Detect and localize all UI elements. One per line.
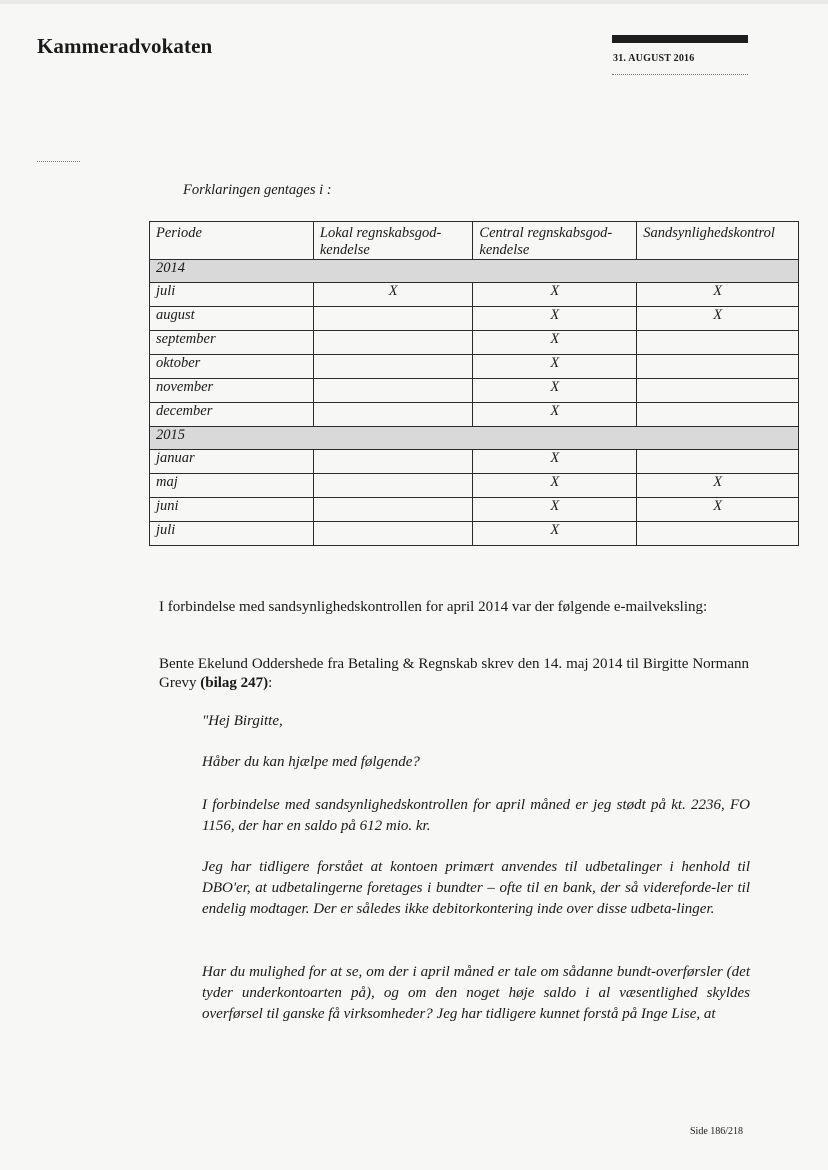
probability-control-cell — [637, 331, 799, 355]
table-row — [150, 522, 799, 546]
body-paragraph-1: I forbindelse med sandsynlighedskontrollen for april 2014 var der følgende e-mailveksling: — [159, 599, 708, 615]
quote-salutation: "Hej Birgitte, — [202, 713, 283, 729]
central-approval-cell: X — [473, 450, 637, 474]
period-cell: november — [150, 379, 314, 403]
probability-control-cell — [637, 355, 799, 379]
local-approval-cell — [313, 331, 473, 355]
quote-paragraph-2: I forbindelse med sandsynlighedskontrollen for april måned er jeg stødt på kt. 2236, FO 1156, der har en saldo på 612 mio. kr. — [202, 797, 750, 834]
date-bar — [612, 35, 748, 43]
margin-divider — [37, 161, 80, 162]
table-body — [150, 260, 799, 546]
table-row — [150, 331, 799, 355]
table-row — [150, 403, 799, 427]
local-approval-cell: X — [313, 283, 473, 307]
p2-end: : — [268, 675, 273, 691]
table-row — [150, 450, 799, 474]
quote-paragraph-4: Har du mulighed for at se, om der i april måned er tale om sådanne bundt-overførsler (det tyder underkontoarten på), og om den noget høje saldo i al væsentlighed skyldes overførsel til ganske få virksomheder? Jeg har tidligere kunnet forstå på Inge Lise, at — [202, 964, 750, 1022]
table-row — [150, 283, 799, 307]
central-approval-cell: X — [473, 379, 637, 403]
brand-title: Kammeradvokaten — [37, 34, 213, 58]
local-approval-cell — [313, 498, 473, 522]
header-sandsynlighed: Sandsynlighedskontrol — [637, 222, 799, 260]
period-table — [149, 221, 799, 546]
header-central: Central regnskabsgod- kendelse — [473, 222, 637, 260]
period-cell: juli — [150, 283, 314, 307]
local-approval-cell — [313, 379, 473, 403]
quote-paragraph-3: Jeg har tidligere forstået at kontoen primært anvendes til udbetalinger i henhold til DBO'er, at udbetalingerne foretages i bundter – ofte til en bank, der så videreforde-ler til endelig modtager. Der er således ikke debitorkontering inde over disse udbeta-linger. — [202, 859, 750, 917]
period-cell: juni — [150, 498, 314, 522]
year-row — [150, 260, 799, 283]
period-cell: maj — [150, 474, 314, 498]
table-row — [150, 498, 799, 522]
probability-control-cell: X — [637, 307, 799, 331]
table-row — [150, 355, 799, 379]
document-date: 31. AUGUST 2016 — [613, 53, 695, 64]
local-approval-cell — [313, 474, 473, 498]
probability-control-cell: X — [637, 474, 799, 498]
central-approval-cell: X — [473, 474, 637, 498]
probability-control-cell — [637, 450, 799, 474]
local-approval-cell — [313, 355, 473, 379]
p2-text: Bente Ekelund Oddershede fra Betaling & Regnskab skrev den 14. maj 2014 til Birgitte Normann Grevy — [159, 656, 749, 691]
year-label: 2014 — [150, 260, 799, 283]
probability-control-cell — [637, 522, 799, 546]
table-row — [150, 474, 799, 498]
period-cell: september — [150, 331, 314, 355]
date-divider — [612, 74, 748, 75]
central-approval-cell: X — [473, 307, 637, 331]
period-cell: december — [150, 403, 314, 427]
central-approval-cell: X — [473, 283, 637, 307]
central-approval-cell: X — [473, 331, 637, 355]
probability-control-cell — [637, 403, 799, 427]
header-lokal: Lokal regnskabsgod- kendelse — [313, 222, 473, 260]
body-paragraph-2 — [159, 655, 749, 693]
table-header-row — [150, 222, 799, 260]
year-label: 2015 — [150, 427, 799, 450]
bilag-reference: (bilag 247) — [200, 675, 269, 691]
year-row — [150, 427, 799, 450]
probability-control-cell — [637, 379, 799, 403]
local-approval-cell — [313, 307, 473, 331]
table-row — [150, 379, 799, 403]
intro-line: Forklaringen gentages i : — [183, 182, 332, 198]
central-approval-cell: X — [473, 498, 637, 522]
page-edge — [0, 0, 828, 4]
probability-control-cell: X — [637, 283, 799, 307]
period-cell: august — [150, 307, 314, 331]
page-number: Side 186/218 — [690, 1126, 744, 1137]
local-approval-cell — [313, 403, 473, 427]
quote-paragraph-1: Håber du kan hjælpe med følgende? — [202, 754, 420, 770]
local-approval-cell — [313, 522, 473, 546]
table-row — [150, 307, 799, 331]
period-cell: juli — [150, 522, 314, 546]
period-cell: januar — [150, 450, 314, 474]
local-approval-cell — [313, 450, 473, 474]
period-cell: oktober — [150, 355, 314, 379]
central-approval-cell: X — [473, 403, 637, 427]
probability-control-cell: X — [637, 498, 799, 522]
central-approval-cell: X — [473, 522, 637, 546]
header-periode: Periode — [150, 222, 314, 260]
central-approval-cell: X — [473, 355, 637, 379]
